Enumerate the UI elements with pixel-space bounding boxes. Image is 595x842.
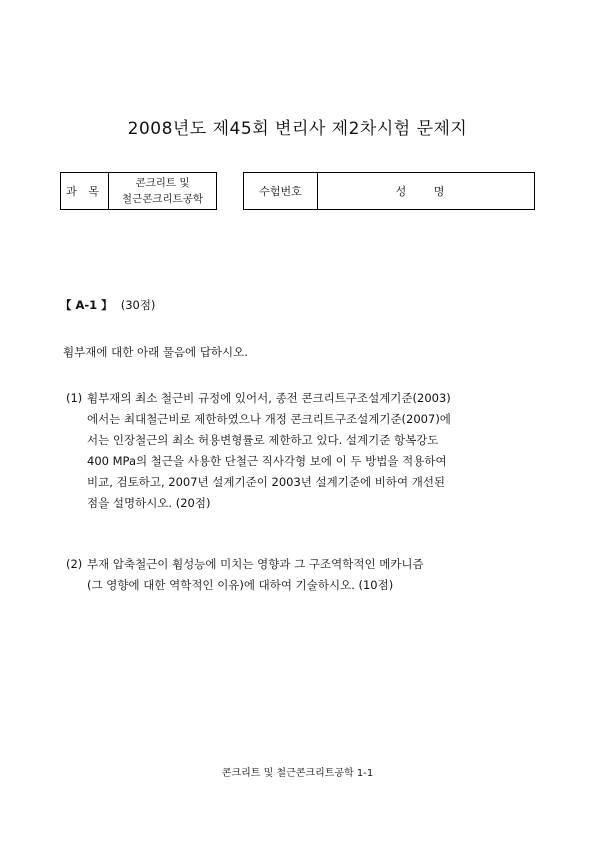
question-2	[66, 554, 546, 596]
question-number: (1)	[66, 391, 83, 405]
exam-title: 2008년도 제45회 변리사 제2차시험 문제지	[127, 119, 468, 139]
problem-header	[60, 297, 155, 313]
subject-value-line2: 철근콘크리트공학	[121, 193, 204, 205]
exam-number-label: 수험번호	[244, 173, 318, 209]
question-line: 400 MPa의 철근을 사용한 단철근 직사각형 보에 이 두 방법을 적용하여	[87, 454, 447, 468]
question-line: 휨부재의 최소 철근비 규정에 있어서, 종전 콘크리트구조설계기준(2003)	[87, 391, 451, 405]
problem-id: 【 A-1 】	[60, 298, 113, 312]
question-1	[66, 388, 546, 514]
question-line: 부재 압축철근이 휨성능에 미치는 영향과 그 구조역학적인 메카니즘	[87, 557, 424, 571]
question-line: 비교, 검토하고, 2007년 설계기준이 2003년 설계기준에 비하여 개선된	[87, 475, 446, 489]
exam-number-box	[243, 172, 535, 210]
question-number: (2)	[66, 557, 83, 571]
problem-points: (30점)	[120, 298, 156, 312]
subject-value	[109, 173, 216, 209]
question-line: 에서는 최대철근비로 제한하였으나 개정 콘크리트구조설계기준(2007)에	[87, 412, 451, 426]
question-line: 점을 설명하시오. (20점)	[87, 496, 211, 510]
name-label: 성 명	[395, 185, 457, 198]
subject-value-line1: 콘크리트 및	[135, 177, 190, 189]
subject-box	[60, 172, 217, 210]
question-line: 서는 인장철근의 최소 허용변형률로 제한하고 있다. 설계기준 항복강도	[87, 433, 439, 447]
subject-label: 과 목	[61, 173, 109, 209]
question-line: (그 영향에 대한 역학적인 이유)에 대하여 기술하시오. (10점)	[87, 578, 394, 592]
problem-intro: 휨부재에 대한 아래 물음에 답하시오.	[63, 345, 248, 359]
page-footer: 콘크리트 및 철근콘크리트공학 1-1	[221, 768, 374, 779]
